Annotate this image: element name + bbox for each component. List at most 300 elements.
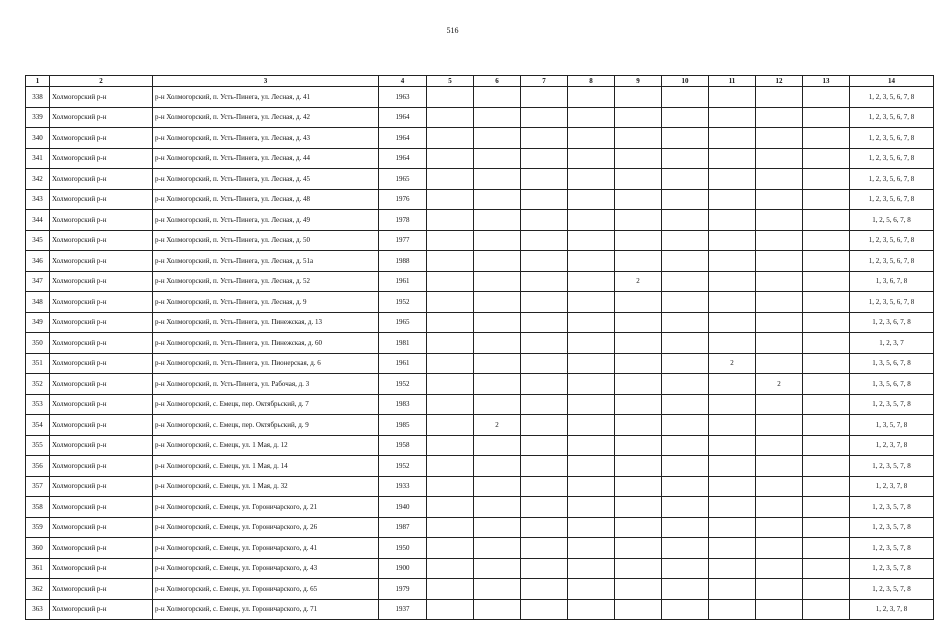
cell-col-6 <box>474 353 521 374</box>
cell-col-6 <box>474 128 521 149</box>
cell-col-7 <box>521 599 568 620</box>
column-header-5: 5 <box>427 76 474 87</box>
cell-col-12 <box>756 148 803 169</box>
cell-col-7 <box>521 333 568 354</box>
cell-col-10 <box>662 579 709 600</box>
cell-col-2: Холмогорский р-н <box>50 189 153 210</box>
cell-col-7 <box>521 169 568 190</box>
cell-col-2: Холмогорский р-н <box>50 374 153 395</box>
cell-col-4: 1965 <box>379 312 427 333</box>
cell-col-1: 344 <box>26 210 50 231</box>
cell-col-5 <box>427 251 474 272</box>
table-row <box>26 353 934 374</box>
cell-col-9 <box>615 128 662 149</box>
cell-col-6 <box>474 374 521 395</box>
table-row <box>26 435 934 456</box>
cell-col-14: 1, 2, 3, 5, 6, 7, 8 <box>850 251 934 272</box>
cell-col-7 <box>521 394 568 415</box>
cell-col-2: Холмогорский р-н <box>50 87 153 108</box>
column-header-1: 1 <box>26 76 50 87</box>
cell-col-13 <box>803 292 850 313</box>
cell-col-10 <box>662 292 709 313</box>
cell-col-4: 1950 <box>379 538 427 559</box>
cell-col-4: 1976 <box>379 189 427 210</box>
cell-col-2: Холмогорский р-н <box>50 538 153 559</box>
cell-col-9 <box>615 599 662 620</box>
cell-col-10 <box>662 169 709 190</box>
column-header-11: 11 <box>709 76 756 87</box>
cell-col-4: 1964 <box>379 128 427 149</box>
cell-col-6 <box>474 579 521 600</box>
cell-col-11 <box>709 456 756 477</box>
cell-col-1: 352 <box>26 374 50 395</box>
cell-col-11: 2 <box>709 353 756 374</box>
cell-col-3: р-н Холмогорский, п. Усть-Пинега, ул. Лесная, д. 44 <box>153 148 379 169</box>
cell-col-1: 361 <box>26 558 50 579</box>
cell-col-5 <box>427 271 474 292</box>
table-row <box>26 312 934 333</box>
table-row <box>26 476 934 497</box>
cell-col-11 <box>709 374 756 395</box>
cell-col-12 <box>756 353 803 374</box>
cell-col-11 <box>709 415 756 436</box>
cell-col-13 <box>803 230 850 251</box>
cell-col-13 <box>803 374 850 395</box>
cell-col-13 <box>803 415 850 436</box>
cell-col-11 <box>709 87 756 108</box>
cell-col-11 <box>709 312 756 333</box>
cell-col-11 <box>709 189 756 210</box>
cell-col-10 <box>662 148 709 169</box>
cell-col-2: Холмогорский р-н <box>50 517 153 538</box>
cell-col-13 <box>803 333 850 354</box>
cell-col-4: 1987 <box>379 517 427 538</box>
table-row <box>26 271 934 292</box>
cell-col-4: 1952 <box>379 374 427 395</box>
cell-col-12 <box>756 210 803 231</box>
cell-col-2: Холмогорский р-н <box>50 394 153 415</box>
cell-col-8 <box>568 517 615 538</box>
cell-col-5 <box>427 312 474 333</box>
cell-col-7 <box>521 312 568 333</box>
cell-col-11 <box>709 292 756 313</box>
cell-col-1: 348 <box>26 292 50 313</box>
cell-col-2: Холмогорский р-н <box>50 599 153 620</box>
cell-col-3: р-н Холмогорский, с. Емецк, ул. 1 Мая, д. 14 <box>153 456 379 477</box>
cell-col-6 <box>474 394 521 415</box>
cell-col-10 <box>662 189 709 210</box>
cell-col-8 <box>568 292 615 313</box>
cell-col-1: 355 <box>26 435 50 456</box>
cell-col-9 <box>615 517 662 538</box>
cell-col-12 <box>756 599 803 620</box>
cell-col-1: 338 <box>26 87 50 108</box>
cell-col-2: Холмогорский р-н <box>50 148 153 169</box>
cell-col-1: 349 <box>26 312 50 333</box>
cell-col-13 <box>803 148 850 169</box>
cell-col-14: 1, 3, 5, 7, 8 <box>850 415 934 436</box>
column-header-2: 2 <box>50 76 153 87</box>
cell-col-2: Холмогорский р-н <box>50 579 153 600</box>
cell-col-2: Холмогорский р-н <box>50 456 153 477</box>
cell-col-9 <box>615 353 662 374</box>
cell-col-6 <box>474 435 521 456</box>
cell-col-8 <box>568 169 615 190</box>
cell-col-4: 1978 <box>379 210 427 231</box>
table-row <box>26 599 934 620</box>
cell-col-12 <box>756 312 803 333</box>
cell-col-6 <box>474 87 521 108</box>
cell-col-8 <box>568 189 615 210</box>
cell-col-6 <box>474 599 521 620</box>
cell-col-14: 1, 2, 3, 5, 6, 7, 8 <box>850 292 934 313</box>
table-row <box>26 394 934 415</box>
cell-col-2: Холмогорский р-н <box>50 210 153 231</box>
cell-col-13 <box>803 538 850 559</box>
cell-col-10 <box>662 312 709 333</box>
cell-col-14: 1, 3, 6, 7, 8 <box>850 271 934 292</box>
cell-col-12 <box>756 476 803 497</box>
cell-col-5 <box>427 230 474 251</box>
cell-col-9 <box>615 435 662 456</box>
cell-col-12 <box>756 517 803 538</box>
cell-col-7 <box>521 230 568 251</box>
column-header-9: 9 <box>615 76 662 87</box>
cell-col-9 <box>615 497 662 518</box>
cell-col-7 <box>521 579 568 600</box>
cell-col-3: р-н Холмогорский, п. Усть-Пинега, ул. Пинежская, д. 13 <box>153 312 379 333</box>
cell-col-7 <box>521 517 568 538</box>
cell-col-10 <box>662 251 709 272</box>
cell-col-3: р-н Холмогорский, п. Усть-Пинега, ул. Лесная, д. 45 <box>153 169 379 190</box>
cell-col-1: 347 <box>26 271 50 292</box>
cell-col-3: р-н Холмогорский, п. Усть-Пинега, ул. Рабочая, д. 3 <box>153 374 379 395</box>
cell-col-7 <box>521 456 568 477</box>
cell-col-10 <box>662 210 709 231</box>
cell-col-14: 1, 2, 3, 5, 6, 7, 8 <box>850 87 934 108</box>
cell-col-10 <box>662 476 709 497</box>
cell-col-1: 362 <box>26 579 50 600</box>
cell-col-6 <box>474 476 521 497</box>
table-row <box>26 169 934 190</box>
column-header-4: 4 <box>379 76 427 87</box>
cell-col-3: р-н Холмогорский, с. Емецк, ул. Гороничарского, д. 41 <box>153 538 379 559</box>
cell-col-13 <box>803 476 850 497</box>
cell-col-14: 1, 2, 3, 5, 7, 8 <box>850 517 934 538</box>
cell-col-12 <box>756 128 803 149</box>
cell-col-12 <box>756 251 803 272</box>
cell-col-1: 346 <box>26 251 50 272</box>
cell-col-12 <box>756 558 803 579</box>
cell-col-3: р-н Холмогорский, с. Емецк, ул. Гороничарского, д. 71 <box>153 599 379 620</box>
cell-col-14: 1, 2, 3, 6, 7, 8 <box>850 312 934 333</box>
cell-col-8 <box>568 107 615 128</box>
cell-col-9 <box>615 169 662 190</box>
cell-col-6 <box>474 230 521 251</box>
cell-col-7 <box>521 87 568 108</box>
cell-col-12 <box>756 107 803 128</box>
cell-col-8 <box>568 148 615 169</box>
cell-col-11 <box>709 558 756 579</box>
cell-col-11 <box>709 271 756 292</box>
cell-col-9 <box>615 292 662 313</box>
cell-col-12 <box>756 579 803 600</box>
cell-col-11 <box>709 517 756 538</box>
table-row <box>26 87 934 108</box>
cell-col-8 <box>568 128 615 149</box>
table-row <box>26 148 934 169</box>
cell-col-13 <box>803 353 850 374</box>
cell-col-5 <box>427 579 474 600</box>
cell-col-6 <box>474 333 521 354</box>
column-header-14: 14 <box>850 76 934 87</box>
cell-col-14: 1, 2, 3, 5, 7, 8 <box>850 394 934 415</box>
cell-col-11 <box>709 251 756 272</box>
cell-col-14: 1, 2, 3, 5, 6, 7, 8 <box>850 107 934 128</box>
cell-col-10 <box>662 374 709 395</box>
cell-col-1: 340 <box>26 128 50 149</box>
cell-col-6 <box>474 210 521 231</box>
column-header-10: 10 <box>662 76 709 87</box>
cell-col-1: 357 <box>26 476 50 497</box>
cell-col-4: 1981 <box>379 333 427 354</box>
cell-col-1: 345 <box>26 230 50 251</box>
cell-col-5 <box>427 538 474 559</box>
cell-col-11 <box>709 435 756 456</box>
cell-col-1: 360 <box>26 538 50 559</box>
cell-col-2: Холмогорский р-н <box>50 333 153 354</box>
cell-col-11 <box>709 394 756 415</box>
cell-col-7 <box>521 538 568 559</box>
cell-col-8 <box>568 230 615 251</box>
cell-col-6 <box>474 292 521 313</box>
cell-col-11 <box>709 107 756 128</box>
cell-col-12 <box>756 87 803 108</box>
cell-col-10 <box>662 599 709 620</box>
cell-col-8 <box>568 394 615 415</box>
cell-col-7 <box>521 292 568 313</box>
cell-col-6 <box>474 456 521 477</box>
cell-col-4: 1933 <box>379 476 427 497</box>
cell-col-7 <box>521 497 568 518</box>
cell-col-10 <box>662 128 709 149</box>
table-row <box>26 333 934 354</box>
cell-col-5 <box>427 456 474 477</box>
cell-col-2: Холмогорский р-н <box>50 271 153 292</box>
cell-col-14: 1, 2, 5, 6, 7, 8 <box>850 210 934 231</box>
cell-col-9 <box>615 333 662 354</box>
cell-col-9 <box>615 148 662 169</box>
cell-col-5 <box>427 599 474 620</box>
cell-col-6 <box>474 148 521 169</box>
cell-col-2: Холмогорский р-н <box>50 312 153 333</box>
cell-col-5 <box>427 394 474 415</box>
cell-col-3: р-н Холмогорский, п. Усть-Пинега, ул. Лесная, д. 41 <box>153 87 379 108</box>
cell-col-14: 1, 2, 3, 5, 6, 7, 8 <box>850 189 934 210</box>
cell-col-12 <box>756 189 803 210</box>
table-row <box>26 415 934 436</box>
cell-col-10 <box>662 394 709 415</box>
cell-col-5 <box>427 107 474 128</box>
cell-col-9 <box>615 312 662 333</box>
cell-col-13 <box>803 558 850 579</box>
cell-col-14: 1, 2, 3, 5, 7, 8 <box>850 456 934 477</box>
cell-col-7 <box>521 374 568 395</box>
cell-col-3: р-н Холмогорский, п. Усть-Пинега, ул. Пионерская, д. 6 <box>153 353 379 374</box>
cell-col-13 <box>803 394 850 415</box>
cell-col-8 <box>568 312 615 333</box>
cell-col-1: 339 <box>26 107 50 128</box>
cell-col-4: 1965 <box>379 169 427 190</box>
cell-col-4: 1952 <box>379 456 427 477</box>
cell-col-13 <box>803 210 850 231</box>
table-row <box>26 374 934 395</box>
cell-col-9 <box>615 230 662 251</box>
cell-col-11 <box>709 210 756 231</box>
cell-col-2: Холмогорский р-н <box>50 497 153 518</box>
cell-col-8 <box>568 497 615 518</box>
cell-col-14: 1, 2, 3, 5, 7, 8 <box>850 579 934 600</box>
cell-col-2: Холмогорский р-н <box>50 107 153 128</box>
cell-col-3: р-н Холмогорский, п. Усть-Пинега, ул. Лесная, д. 43 <box>153 128 379 149</box>
cell-col-6 <box>474 189 521 210</box>
cell-col-12 <box>756 415 803 436</box>
cell-col-9 <box>615 251 662 272</box>
cell-col-7 <box>521 558 568 579</box>
cell-col-10 <box>662 435 709 456</box>
cell-col-4: 1983 <box>379 394 427 415</box>
cell-col-3: р-н Холмогорский, п. Усть-Пинега, ул. Лесная, д. 50 <box>153 230 379 251</box>
cell-col-9 <box>615 189 662 210</box>
cell-col-1: 356 <box>26 456 50 477</box>
cell-col-3: р-н Холмогорский, п. Усть-Пинега, ул. Лесная, д. 51а <box>153 251 379 272</box>
cell-col-5 <box>427 169 474 190</box>
cell-col-12 <box>756 538 803 559</box>
cell-col-13 <box>803 87 850 108</box>
cell-col-2: Холмогорский р-н <box>50 435 153 456</box>
cell-col-1: 342 <box>26 169 50 190</box>
cell-col-6 <box>474 169 521 190</box>
cell-col-9 <box>615 415 662 436</box>
cell-col-6 <box>474 251 521 272</box>
cell-col-13 <box>803 107 850 128</box>
cell-col-13 <box>803 251 850 272</box>
cell-col-3: р-н Холмогорский, с. Емецк, пер. Октябрьский, д. 7 <box>153 394 379 415</box>
cell-col-7 <box>521 251 568 272</box>
cell-col-7 <box>521 107 568 128</box>
cell-col-11 <box>709 476 756 497</box>
cell-col-13 <box>803 128 850 149</box>
table-row <box>26 497 934 518</box>
cell-col-1: 341 <box>26 148 50 169</box>
cell-col-4: 1961 <box>379 353 427 374</box>
cell-col-11 <box>709 538 756 559</box>
cell-col-8 <box>568 538 615 559</box>
cell-col-8 <box>568 333 615 354</box>
cell-col-7 <box>521 476 568 497</box>
cell-col-1: 353 <box>26 394 50 415</box>
table-row <box>26 538 934 559</box>
cell-col-5 <box>427 476 474 497</box>
cell-col-1: 359 <box>26 517 50 538</box>
cell-col-10 <box>662 558 709 579</box>
cell-col-10 <box>662 456 709 477</box>
cell-col-12 <box>756 169 803 190</box>
cell-col-13 <box>803 599 850 620</box>
cell-col-7 <box>521 128 568 149</box>
cell-col-3: р-н Холмогорский, с. Емецк, ул. Гороничарского, д. 43 <box>153 558 379 579</box>
column-header-6: 6 <box>474 76 521 87</box>
cell-col-12 <box>756 230 803 251</box>
cell-col-1: 350 <box>26 333 50 354</box>
cell-col-3: р-н Холмогорский, п. Усть-Пинега, ул. Лесная, д. 42 <box>153 107 379 128</box>
cell-col-3: р-н Холмогорский, с. Емецк, ул. Гороничарского, д. 26 <box>153 517 379 538</box>
cell-col-13 <box>803 517 850 538</box>
cell-col-8 <box>568 579 615 600</box>
cell-col-13 <box>803 312 850 333</box>
cell-col-2: Холмогорский р-н <box>50 476 153 497</box>
cell-col-12 <box>756 271 803 292</box>
cell-col-13 <box>803 456 850 477</box>
table-row <box>26 107 934 128</box>
cell-col-11 <box>709 333 756 354</box>
cell-col-13 <box>803 497 850 518</box>
cell-col-3: р-н Холмогорский, с. Емецк, ул. 1 Мая, д. 12 <box>153 435 379 456</box>
cell-col-6: 2 <box>474 415 521 436</box>
cell-col-8 <box>568 251 615 272</box>
table-row <box>26 210 934 231</box>
cell-col-10 <box>662 333 709 354</box>
cell-col-5 <box>427 128 474 149</box>
cell-col-3: р-н Холмогорский, с. Емецк, ул. Гороничарского, д. 21 <box>153 497 379 518</box>
cell-col-2: Холмогорский р-н <box>50 292 153 313</box>
cell-col-8 <box>568 558 615 579</box>
cell-col-9 <box>615 87 662 108</box>
cell-col-14: 1, 2, 3, 5, 6, 7, 8 <box>850 230 934 251</box>
cell-col-1: 351 <box>26 353 50 374</box>
cell-col-8 <box>568 271 615 292</box>
cell-col-5 <box>427 374 474 395</box>
cell-col-10 <box>662 107 709 128</box>
cell-col-7 <box>521 415 568 436</box>
table-row <box>26 292 934 313</box>
cell-col-5 <box>427 415 474 436</box>
table-row <box>26 251 934 272</box>
cell-col-10 <box>662 230 709 251</box>
cell-col-8 <box>568 374 615 395</box>
cell-col-12 <box>756 333 803 354</box>
cell-col-7 <box>521 353 568 374</box>
cell-col-5 <box>427 292 474 313</box>
column-header-7: 7 <box>521 76 568 87</box>
cell-col-11 <box>709 148 756 169</box>
cell-col-1: 343 <box>26 189 50 210</box>
cell-col-4: 1961 <box>379 271 427 292</box>
cell-col-4: 1952 <box>379 292 427 313</box>
cell-col-12 <box>756 456 803 477</box>
header-row <box>26 76 934 87</box>
cell-col-13 <box>803 271 850 292</box>
cell-col-4: 1900 <box>379 558 427 579</box>
cell-col-10 <box>662 87 709 108</box>
page-number: 516 <box>446 26 459 35</box>
cell-col-14: 1, 2, 3, 7, 8 <box>850 599 934 620</box>
cell-col-8 <box>568 210 615 231</box>
cell-col-2: Холмогорский р-н <box>50 251 153 272</box>
cell-col-8 <box>568 87 615 108</box>
cell-col-12 <box>756 394 803 415</box>
cell-col-5 <box>427 333 474 354</box>
